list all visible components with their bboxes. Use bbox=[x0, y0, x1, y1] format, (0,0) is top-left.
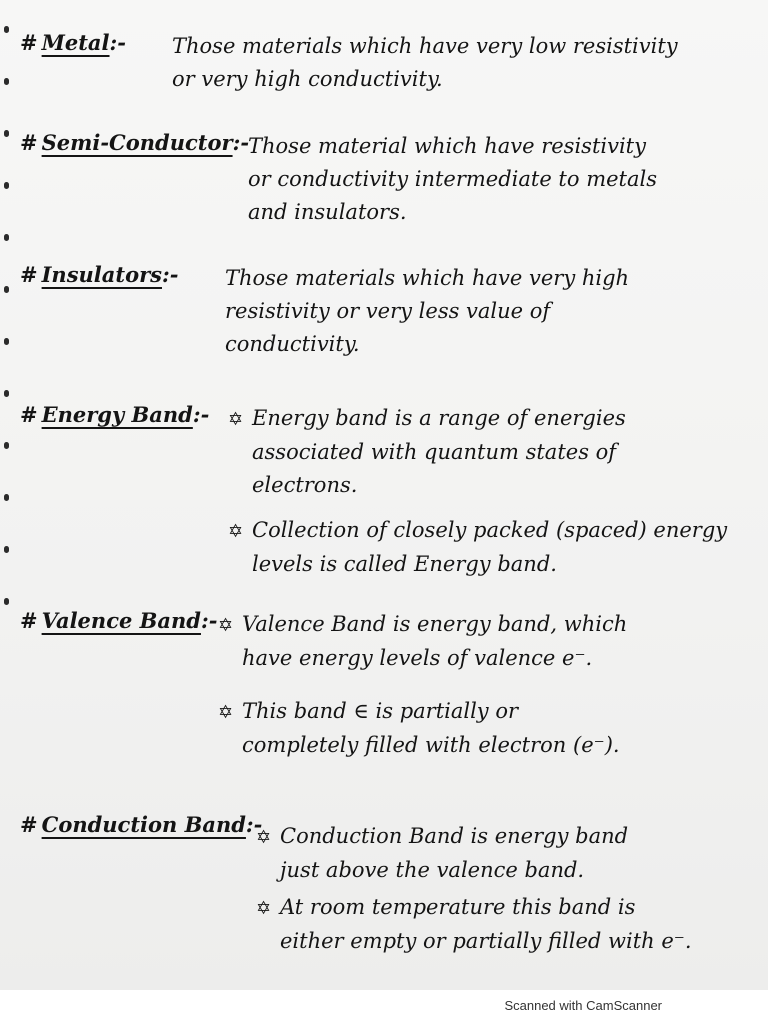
term-label: Semi-Conductor bbox=[41, 130, 233, 155]
term-heading bbox=[20, 812, 262, 837]
definition-line: electrons. bbox=[252, 473, 358, 497]
definition bbox=[256, 820, 692, 958]
term-separator: :- bbox=[232, 130, 250, 155]
definition-line: conductivity. bbox=[225, 332, 360, 356]
definition-line: Conduction Band is energy band bbox=[280, 824, 629, 848]
hash-marker: # bbox=[20, 402, 38, 427]
definition-line: Those materials which have very low resistivity bbox=[172, 34, 678, 58]
star-bullet-icon: ✡ bbox=[256, 898, 272, 919]
term-label: Conduction Band bbox=[41, 812, 246, 837]
definition-line: Collection of closely packed (spaced) energy bbox=[252, 518, 728, 542]
scanner-footer bbox=[0, 990, 768, 1024]
star-bullet-icon: ✡ bbox=[228, 409, 244, 430]
definition-line: just above the valence band. bbox=[280, 858, 585, 882]
note-conduction-band bbox=[20, 812, 748, 982]
term-heading bbox=[20, 30, 126, 55]
definition-line: At room temperature this band is bbox=[280, 895, 636, 919]
hash-marker: # bbox=[20, 608, 38, 633]
term-heading bbox=[20, 608, 217, 633]
definition-line: or very high conductivity. bbox=[172, 67, 443, 91]
definition bbox=[228, 402, 727, 581]
term-label: Energy Band bbox=[41, 402, 193, 427]
hash-marker: # bbox=[20, 30, 38, 55]
definition-line: levels is called Energy band. bbox=[252, 552, 557, 576]
term-heading bbox=[20, 130, 249, 155]
definition-line: completely filled with electron (e⁻). bbox=[242, 733, 620, 757]
term-heading bbox=[20, 262, 178, 287]
note-valence-band bbox=[20, 608, 748, 788]
note-semiconductor bbox=[20, 130, 748, 230]
term-separator: :- bbox=[200, 608, 218, 633]
definition-line: resistivity or very less value of bbox=[225, 299, 551, 323]
definition-line: and insulators. bbox=[248, 200, 407, 224]
bullet-point bbox=[256, 820, 692, 854]
definition-line: This band ∈ is partially or bbox=[242, 699, 519, 723]
term-separator: :- bbox=[161, 262, 179, 287]
bullet-point bbox=[256, 891, 692, 925]
star-bullet-icon: ✡ bbox=[218, 615, 234, 636]
note-metal bbox=[20, 30, 748, 100]
definition-line: have energy levels of valence e⁻. bbox=[242, 646, 593, 670]
term-separator: :- bbox=[109, 30, 126, 55]
definition bbox=[172, 30, 678, 96]
bullet-point bbox=[218, 695, 627, 729]
definition-line: Energy band is a range of energies bbox=[252, 406, 626, 430]
bullet-point bbox=[228, 402, 727, 436]
definition-line: Those material which have resistivity bbox=[248, 134, 646, 158]
definition-line: either empty or partially filled with e⁻. bbox=[280, 929, 692, 953]
definition bbox=[225, 262, 629, 361]
bullet-point bbox=[228, 514, 727, 548]
definition-line: or conductivity intermediate to metals bbox=[248, 167, 657, 191]
term-heading bbox=[20, 402, 209, 427]
definition-line: Those materials which have very high bbox=[225, 266, 630, 290]
star-bullet-icon: ✡ bbox=[218, 702, 234, 723]
definition-line: associated with quantum states of bbox=[252, 440, 617, 464]
term-label: Valence Band bbox=[41, 608, 201, 633]
term-separator: :- bbox=[192, 402, 210, 427]
term-label: Insulators bbox=[41, 262, 162, 287]
definition bbox=[248, 130, 657, 229]
term-label: Metal bbox=[41, 30, 110, 55]
note-insulators bbox=[20, 262, 748, 372]
star-bullet-icon: ✡ bbox=[256, 827, 272, 848]
bullet-point bbox=[218, 608, 627, 642]
camscanner-watermark: Scanned with CamScanner bbox=[504, 998, 662, 1013]
binding-holes bbox=[4, 20, 14, 980]
hash-marker: # bbox=[20, 262, 38, 287]
hash-marker: # bbox=[20, 130, 38, 155]
note-energy-band bbox=[20, 402, 748, 582]
term-separator: :- bbox=[245, 812, 263, 837]
definition-line: Valence Band is energy band, which bbox=[242, 612, 628, 636]
star-bullet-icon: ✡ bbox=[228, 521, 244, 542]
hash-marker: # bbox=[20, 812, 38, 837]
definition bbox=[218, 608, 627, 762]
